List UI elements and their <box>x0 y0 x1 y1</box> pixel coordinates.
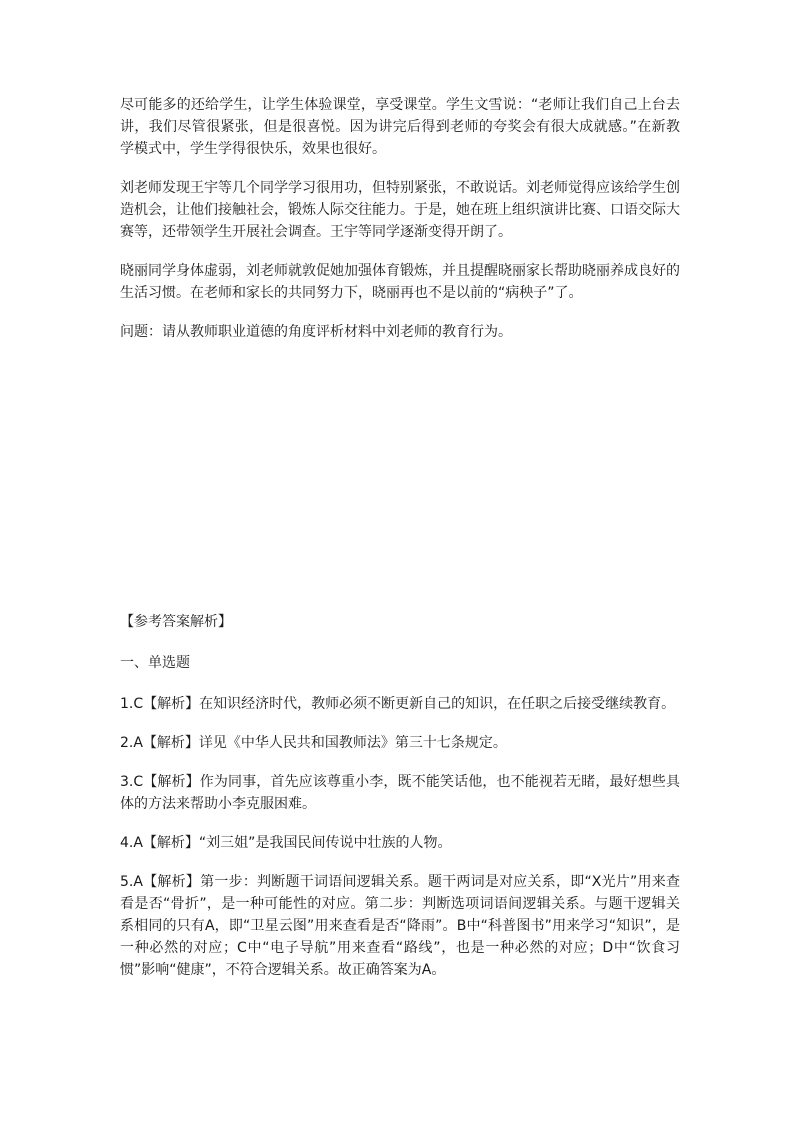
case-paragraph-2: 刘老师发现王宇等几个同学学习很用功，但特别紧张，不敢说话。刘老师觉得应该给学生创造机会，让他们接触社会，锻炼人际交往能力。于是，她在班上组织演讲比赛、口语交际大赛等，还带领学生开展社会调查。王宇等同学逐渐变得开朗了。 <box>120 180 680 240</box>
answer-item-4: 4.A【解析】“刘三姐”是我国民间传说中壮族的人物。 <box>120 835 452 851</box>
answer-item-1: 1.C【解析】在知识经济时代，教师必须不断更新自己的知识，在任职之后接受继续教育。 <box>120 696 676 712</box>
answers-title: 【参考答案解析】 <box>120 614 232 630</box>
blank-answer-area <box>120 360 680 611</box>
section-heading: 一、单选题 <box>120 655 190 671</box>
question-text: 问题：请从教师职业道德的角度评析材料中刘老师的教育行为。 <box>120 324 512 340</box>
case-paragraph-3: 晓丽同学身体虚弱，刘老师就敦促她加强体育锻炼，并且提醒晓丽家长帮助晓丽养成良好的生活习惯。在老师和家长的共同努力下，晓丽再也不是以前的“病秧子”了。 <box>120 263 680 301</box>
answer-item-5: 5.A【解析】第一步：判断题干词语间逻辑关系。题干两词是对应关系，即“X光片”用来查看是否“骨折”，是一种可能性的对应。第二步：判断选项词语间逻辑关系。与题干逻辑关系相同的只有A，即“卫星云图”用来查看是否“降雨”。B中“科普图书”用来学习“知识”，是一种必然的对应；C中“电子导航”用来查看“路线”，也是一种必然的对应；D中“饮食习惯”影响“健康”，不符合逻辑关系。故正确答案为A。 <box>120 874 680 978</box>
answer-item-3: 3.C【解析】作为同事，首先应该尊重小李，既不能笑话他，也不能视若无睹，最好想些具体的方法来帮助小李克服困难。 <box>120 774 680 812</box>
case-paragraph-1: 尽可能多的还给学生，让学生体验课堂，享受课堂。学生文雪说：“老师让我们自己上台去讲，我们尽管很紧张，但是很喜悦。因为讲完后得到老师的夸奖会有很大成就感。”在新教学模式中，学生学得很快乐，效果也很好。 <box>120 97 680 157</box>
document-page <box>120 94 680 998</box>
answer-item-2: 2.A【解析】详见《中华人民共和国教师法》第三十七条规定。 <box>120 735 507 751</box>
